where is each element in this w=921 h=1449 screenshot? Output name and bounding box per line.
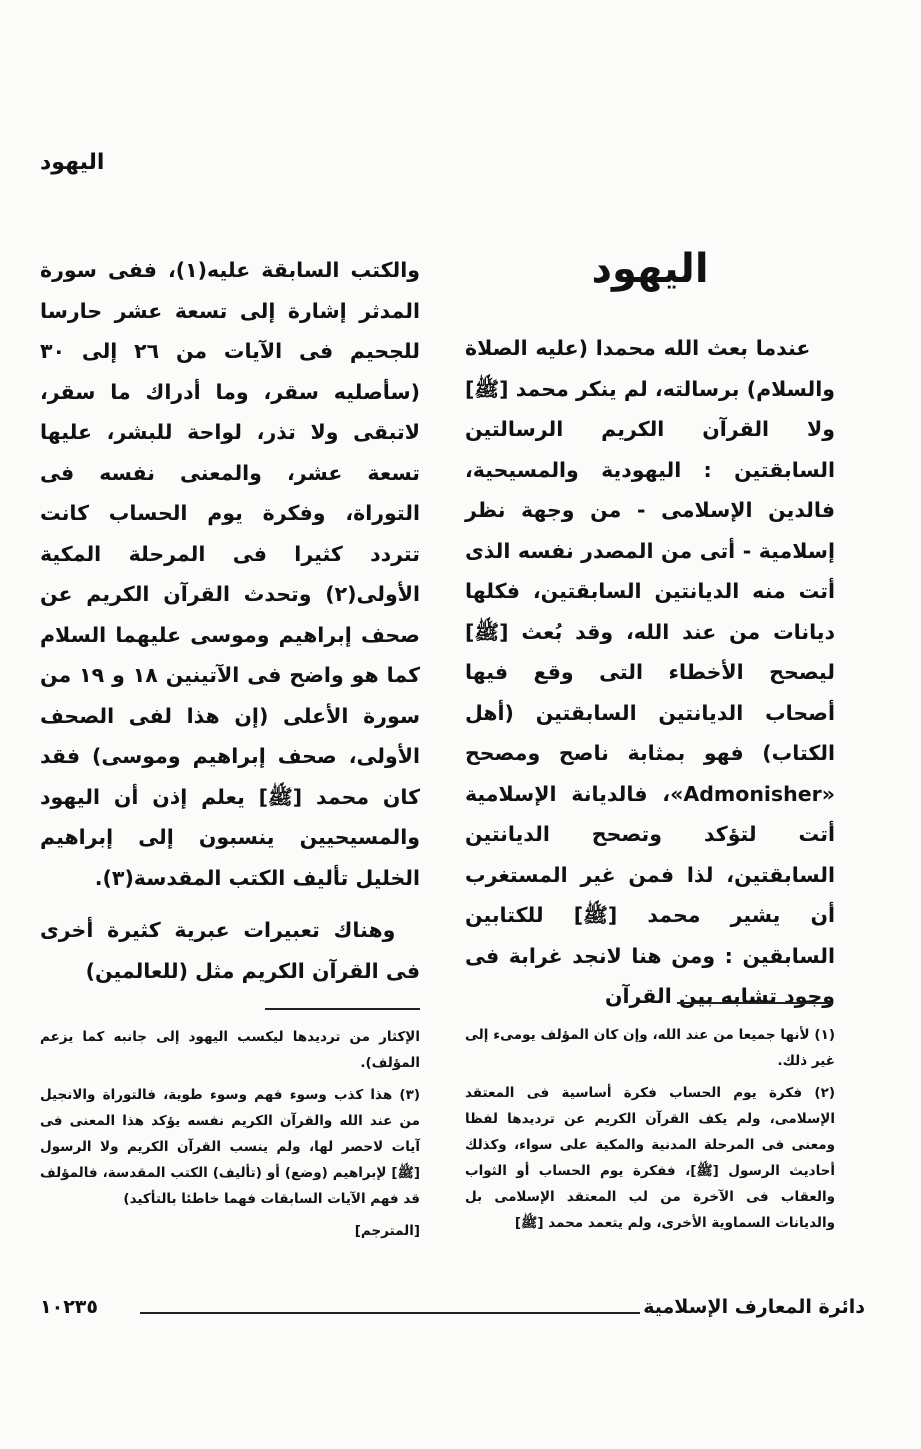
- footnote-1: (١) لأنها جميعا من عند الله، وإن كان المؤلف يومىء إلى غير ذلك.: [465, 1027, 835, 1069]
- left-column-paragraph-2: وهناك تعبيرات عبرية كثيرة أخرى فى القرآن الكريم مثل (للعالمين): [40, 918, 420, 983]
- left-footnote-rule: [265, 1008, 420, 1010]
- left-column-paragraph-1: والكتب السابقة عليه(١)، ففى سورة المدثر إشارة إلى تسعة عشر حارسا للجحيم فى الآيات من ٢٦ إلى ٣٠ (سأصليه سقر، وما أدراك ما سقر، لاتبقى ولا تذر، لواحة للبشر، عليها تسعة عشر، والمعنى نفسه فى التوراة، وفكرة يوم الحساب كانت تتردد كثيرا فى المرحلة المكية الأولى(٢) وتحدث القرآن الكريم عن صحف إبراهيم وموسى عليهما السلام كما هو واضح فى الآتينين ١٨ و ١٩ من سورة الأعلى (إن هذا لفى الصحف الأولى، صحف إبراهيم وموسى) فقد كان محمد [ﷺ] يعلم إذن أن اليهود والمسيحيين ينسبون إلى إبراهيم الخليل تأليف الكتب المقدسة(٣).: [40, 258, 421, 890]
- right-column: [465, 240, 835, 1017]
- running-head: اليهود: [40, 150, 105, 175]
- right-footnotes: [465, 1022, 835, 1242]
- right-footnote-rule: [677, 1002, 832, 1004]
- translator-tag: [المترجم]: [354, 1223, 420, 1239]
- footnote-continuation: الإكثار من ترديدها ليكسب اليهود إلى جانبه كما يزعم المؤلف).: [40, 1029, 420, 1071]
- footnote-3: (٣) هذا كذب وسوء فهم وسوء طوية، فالتوراة والانجيل من عند الله والقرآن الكريم نفسه يؤكد هذا المعنى فى آيات لاحصر لها، ولم ينسب القرآن الكريم ولا الرسول [ﷺ] لإبراهيم (وضع) أو (تأليف) الكتب المقدسة، فالمؤلف قد فهم الآيات السابقات فهما خاطئا بالتأكيد): [40, 1087, 420, 1207]
- footer-rule: [140, 1312, 640, 1314]
- left-footnotes: [40, 1024, 420, 1250]
- article-title: اليهود: [591, 246, 709, 292]
- page-number: ١٠٢٣٥: [40, 1296, 98, 1318]
- right-column-text: عندما بعث الله محمدا (عليه الصلاة والسلام) برسالته، لم ينكر محمد [ﷺ] ولا القرآن الكريم الرسالتين السابقتين : اليهودية والمسيحية، فالدين الإسلامى - من وجهة نظر إسلامية - أتى من المصدر نفسه الذى أتت منه الديانتين السابقتين، فكلها ديانات من عند الله، وقد بُعث [ﷺ] ليصحح الأخطاء التى وقع فيها أصحاب الديانتين السابقتين (أهل الكتاب) فهو بمثابة ناصح ومصحح «Admonisher»، فالديانة الإسلامية أتت لتؤكد وتصحح الديانتين السابقتين، لذا فمن غير المستغرب أن يشير محمد [ﷺ] للكتابين السابقين : ومن هنا لانجد غرابة فى وجود تشابه بين القرآن: [465, 336, 835, 1008]
- publication-name: دائرة المعارف الإسلامية: [643, 1296, 865, 1318]
- left-column: [40, 250, 420, 991]
- footnote-2: (٢) فكرة يوم الحساب فكرة أساسية فى المعتقد الإسلامى، ولم يكف القرآن الكريم عن ترديدها لفظا ومعنى فى المرحلة المدنية والمكية على سواء، وكذلك أحاديث الرسول [ﷺ]، ففكرة يوم الحساب أو الثواب والعقاب فى الآخرة من لب المعتقد الإسلامى بل والديانات السماوية الأخرى، ولم يتعمد محمد [ﷺ]: [465, 1085, 835, 1231]
